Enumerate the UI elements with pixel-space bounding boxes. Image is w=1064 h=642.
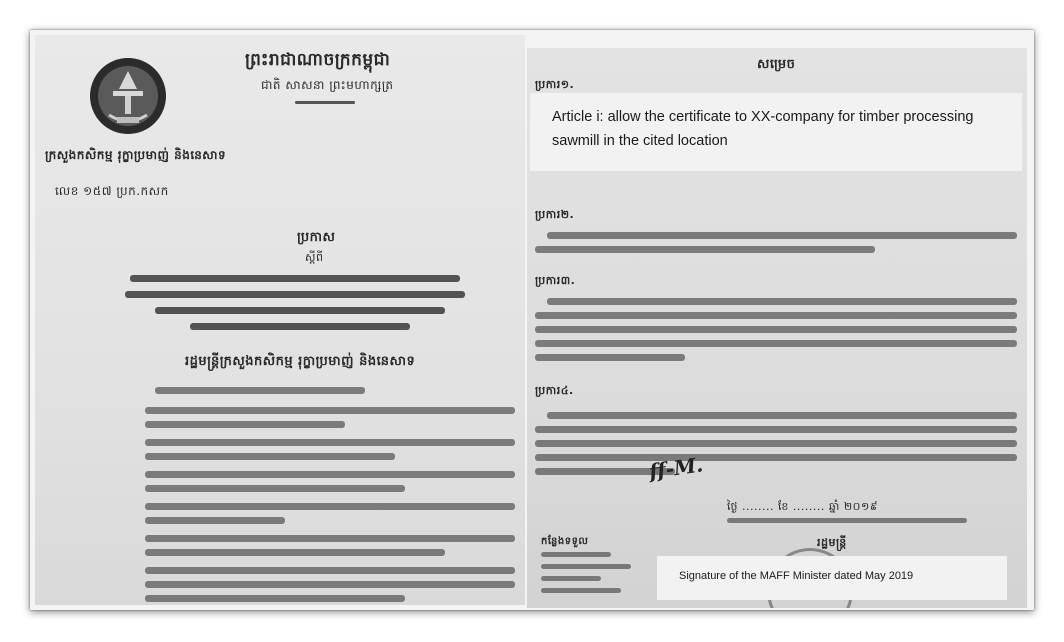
- body-line: [535, 354, 685, 361]
- recipient-line: [541, 588, 621, 593]
- subject-line-3: [155, 307, 445, 314]
- signature-caption-text: Signature of the MAFF Minister dated May 2019: [679, 570, 914, 582]
- article-2-label: ប្រការ២.: [535, 208, 575, 221]
- ministry-name: ក្រសួងកសិកម្ម រុក្ខាប្រមាញ់ និងនេសាទ: [45, 148, 227, 162]
- body-line: [145, 549, 445, 556]
- signature-caption-box: [657, 556, 1007, 600]
- kingdom-title: ព្រះរាជាណាចក្រកម្ពុជា: [245, 50, 391, 70]
- article-translation-text: Article i: allow the certificate to XX-company for timber processing sawmill in the cited location: [552, 109, 974, 149]
- subject-line-2: [125, 291, 465, 298]
- body-line: [727, 518, 967, 523]
- body-line: [547, 298, 1017, 305]
- recipient-line: [541, 564, 631, 569]
- article-3-label: ប្រការ៣.: [535, 274, 576, 287]
- body-line: [535, 454, 1017, 461]
- body-line: [145, 485, 405, 492]
- document-number: លេខ ១៥៧ ប្រក.កសក: [55, 184, 169, 198]
- subject-line-1: [130, 275, 460, 282]
- recipient-line: [541, 576, 601, 581]
- body-line: [145, 567, 515, 574]
- handwritten-initials: ff-M.: [647, 452, 705, 484]
- article-translation-box: [530, 93, 1022, 171]
- body-line: [535, 440, 1017, 447]
- motto-divider: [295, 101, 355, 104]
- body-line: [145, 471, 515, 478]
- prakas-title: ប្រកាស: [297, 230, 336, 245]
- body-line: [155, 387, 365, 394]
- body-line: [535, 246, 875, 253]
- subject-label: ស្តីពី: [305, 251, 324, 264]
- decision-title: សម្រេច: [757, 57, 796, 72]
- body-line: [535, 326, 1017, 333]
- body-line: [145, 581, 515, 588]
- recipients-label: កន្លែងទទួល: [541, 536, 589, 547]
- body-line: [145, 535, 515, 542]
- body-line: [535, 340, 1017, 347]
- body-line: [547, 412, 1017, 419]
- body-line: [547, 232, 1017, 239]
- body-line: [535, 426, 1017, 433]
- body-line: [145, 503, 515, 510]
- royal-emblem-icon: [87, 55, 169, 137]
- recipient-line: [541, 552, 611, 557]
- body-line: [145, 517, 285, 524]
- body-line: [145, 595, 405, 602]
- body-line: [145, 439, 515, 446]
- body-line: [535, 312, 1017, 319]
- article-4-label: ប្រការ៤.: [535, 384, 574, 397]
- body-line: [145, 421, 345, 428]
- prakas-page-left: [35, 35, 525, 605]
- body-line: [145, 453, 395, 460]
- subject-line-4: [190, 323, 410, 330]
- date-line: ថ្ងៃ ........ ខែ ........ ឆ្នាំ ២០១៩: [727, 500, 879, 513]
- minister-heading: រដ្ឋមន្ត្រីក្រសួងកសិកម្ម រុក្ខាប្រមាញ់ និងនេសាទ: [185, 354, 416, 369]
- article-1-label: ប្រការ១.: [535, 78, 575, 91]
- national-motto: ជាតិ សាសនា ព្រះមហាក្សត្រ: [261, 78, 394, 92]
- minister-signature-label: រដ្ឋមន្ត្រី: [817, 536, 847, 549]
- body-line: [145, 407, 515, 414]
